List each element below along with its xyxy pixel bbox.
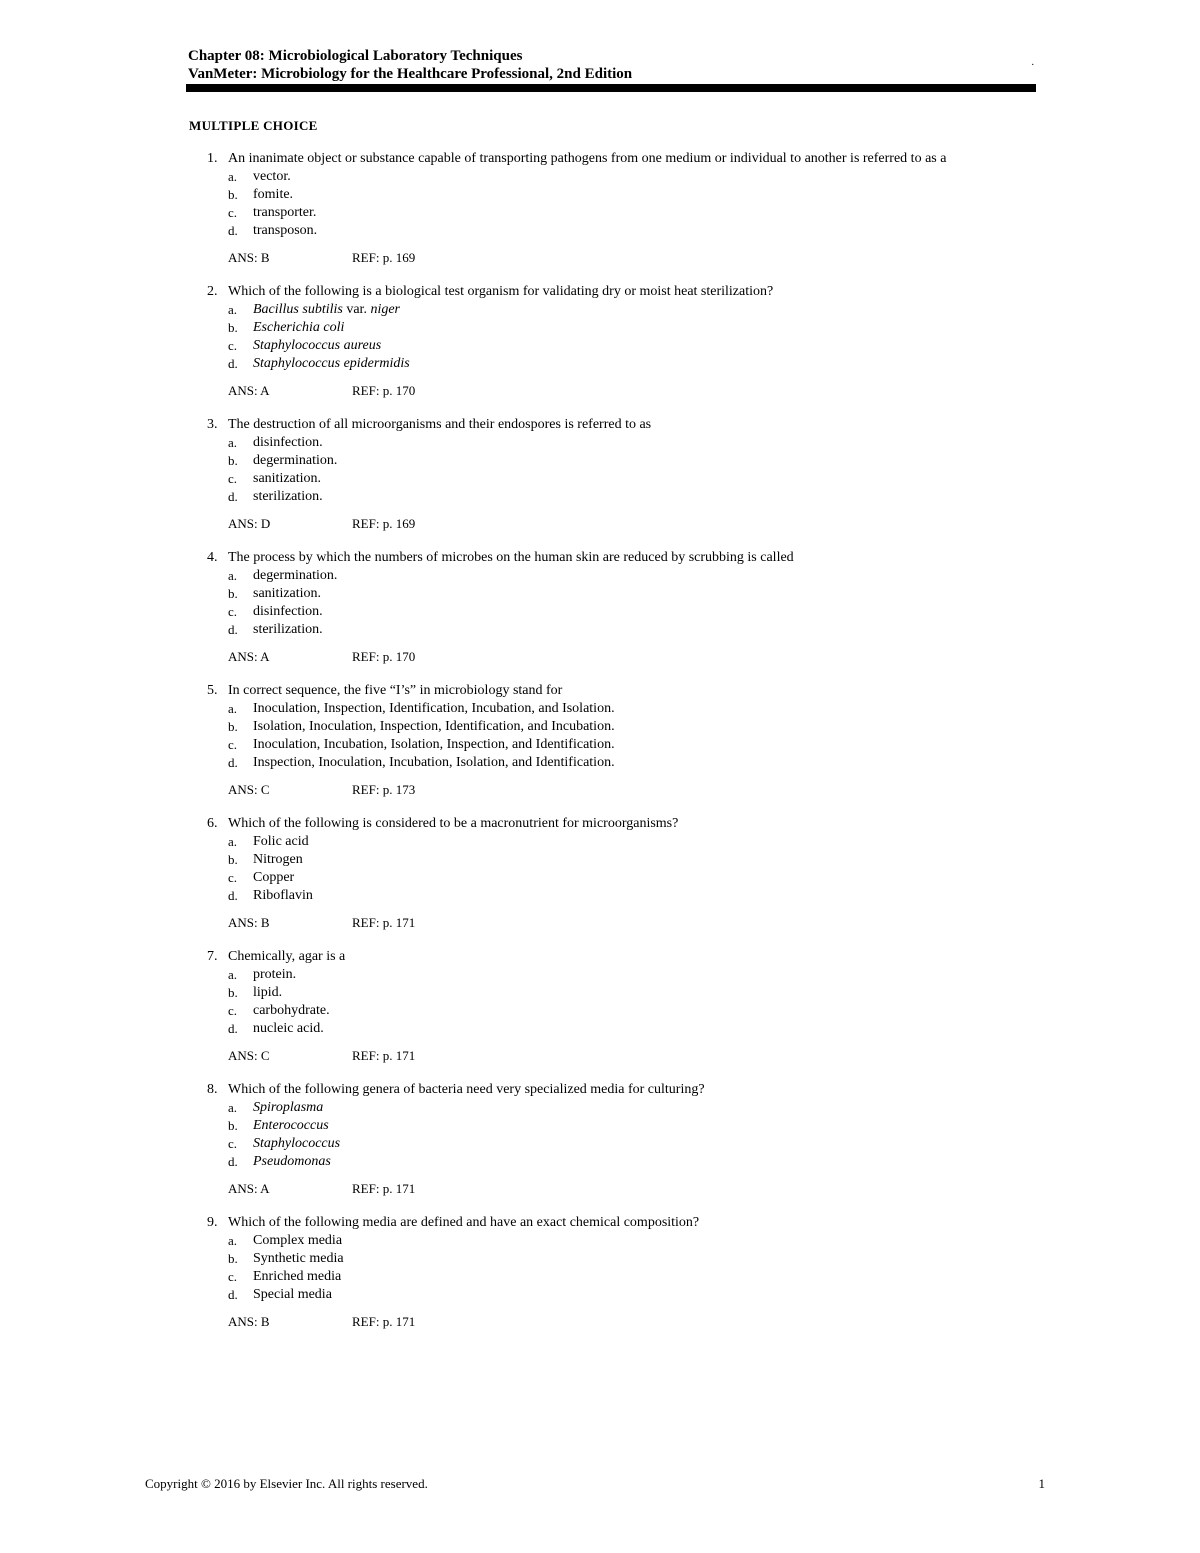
choice-a xyxy=(228,301,1040,319)
choice-letter: a. xyxy=(228,1233,238,1248)
reference: REF: p. 171 xyxy=(352,1048,416,1063)
choice-text: Staphylococcus epidermidis xyxy=(253,356,410,371)
choice-d xyxy=(228,1286,1040,1304)
choice-text: Staphylococcus aureus xyxy=(253,338,382,353)
page-number: 1 xyxy=(1038,1476,1045,1491)
reference: REF: p. 170 xyxy=(352,649,416,664)
question-list xyxy=(200,150,1040,1347)
answer-row xyxy=(228,914,1040,932)
choice-letter: c. xyxy=(228,1269,238,1284)
choice-letter: d. xyxy=(228,755,238,770)
choice-c xyxy=(228,204,1040,222)
question-number: 1. xyxy=(207,151,218,166)
answer: ANS: A xyxy=(228,649,270,664)
reference: REF: p. 173 xyxy=(352,782,416,797)
choice-letter: d. xyxy=(228,489,238,504)
choice-a xyxy=(228,1099,1040,1117)
choice-text: fomite. xyxy=(253,187,294,202)
question-6 xyxy=(200,815,1040,932)
choice-c xyxy=(228,1268,1040,1286)
choice-letter: b. xyxy=(228,187,238,202)
choice-letter: a. xyxy=(228,435,238,450)
answer-row xyxy=(228,382,1040,400)
choice-c xyxy=(228,869,1040,887)
reference: REF: p. 171 xyxy=(352,1314,416,1329)
question-stem: The process by which the numbers of microbes on the human skin are reduced by scrubbing is called xyxy=(228,550,794,565)
choice-text: Isolation, Inoculation, Inspection, Identification, and Incubation. xyxy=(253,719,615,734)
choice-d xyxy=(228,355,1040,373)
choice-letter: c. xyxy=(228,1136,238,1151)
choice-letter: a. xyxy=(228,967,238,982)
question-9 xyxy=(200,1214,1040,1331)
question-number: 7. xyxy=(207,949,218,964)
choice-text: Nitrogen xyxy=(253,852,303,867)
choice-text: degermination. xyxy=(253,453,338,468)
reference: REF: p. 169 xyxy=(352,250,416,265)
choice-letter: a. xyxy=(228,568,238,583)
answer: ANS: B xyxy=(228,915,270,930)
choice-letter: a. xyxy=(228,834,238,849)
question-stem: The destruction of all microorganisms and their endospores is referred to as xyxy=(228,417,652,432)
choice-c xyxy=(228,337,1040,355)
answer-row xyxy=(228,648,1040,666)
choice-b xyxy=(228,984,1040,1002)
chapter-title: Chapter 08: Microbiological Laboratory Techniques xyxy=(188,48,523,64)
choice-text: Spiroplasma xyxy=(253,1100,324,1115)
copyright-notice: Copyright © 2016 by Elsevier Inc. All rights reserved. xyxy=(145,1476,428,1491)
choice-text: Enterococcus xyxy=(253,1118,329,1133)
answer: ANS: C xyxy=(228,1048,270,1063)
reference: REF: p. 171 xyxy=(352,1181,416,1196)
choice-letter: c. xyxy=(228,870,238,885)
choice-letter: c. xyxy=(228,471,238,486)
choice-text-suffix: var. xyxy=(342,302,371,317)
choice-text: lipid. xyxy=(253,985,283,1000)
choice-a xyxy=(228,168,1040,186)
answer: ANS: A xyxy=(228,383,270,398)
choice-text-suffix-italic: niger xyxy=(370,302,401,317)
choice-a xyxy=(228,700,1040,718)
choice-text: Copper xyxy=(253,870,295,885)
choice-b xyxy=(228,1117,1040,1135)
choice-d xyxy=(228,222,1040,240)
reference: REF: p. 170 xyxy=(352,383,416,398)
choice-letter: c. xyxy=(228,1003,238,1018)
choice-letter: a. xyxy=(228,302,238,317)
answer: ANS: A xyxy=(228,1181,270,1196)
answer-row xyxy=(228,1313,1040,1331)
choice-list xyxy=(228,168,1040,240)
choice-text: Inoculation, Inspection, Identification, Incubation, and Isolation. xyxy=(253,701,615,716)
question-number: 2. xyxy=(207,284,218,299)
choice-letter: c. xyxy=(228,604,238,619)
choice-letter: c. xyxy=(228,737,238,752)
choice-text: degermination. xyxy=(253,568,338,583)
choice-letter: b. xyxy=(228,719,238,734)
choice-text: carbohydrate. xyxy=(253,1003,330,1018)
choice-text: Inoculation, Incubation, Isolation, Inspection, and Identification. xyxy=(253,737,615,752)
choice-text: vector. xyxy=(253,169,291,184)
choice-b xyxy=(228,718,1040,736)
question-3 xyxy=(200,416,1040,533)
answer-row xyxy=(228,781,1040,799)
choice-letter: d. xyxy=(228,622,238,637)
choice-letter: b. xyxy=(228,1118,238,1133)
choice-text: Folic acid xyxy=(253,834,309,849)
choice-letter: b. xyxy=(228,320,238,335)
question-stem: Which of the following is considered to be a macronutrient for microorganisms? xyxy=(228,816,679,831)
choice-list xyxy=(228,301,1040,373)
answer: ANS: B xyxy=(228,250,270,265)
choice-letter: c. xyxy=(228,338,238,353)
choice-letter: d. xyxy=(228,888,238,903)
choice-letter: b. xyxy=(228,852,238,867)
answer-row xyxy=(228,1047,1040,1065)
choice-text: Bacillus subtilis xyxy=(253,302,343,317)
choice-d xyxy=(228,621,1040,639)
book-title: VanMeter: Microbiology for the Healthcare Professional, 2nd Edition xyxy=(188,66,633,82)
choice-text: Staphylococcus xyxy=(253,1136,341,1151)
question-5 xyxy=(200,682,1040,799)
choice-text: sterilization. xyxy=(253,622,323,637)
choice-text: transporter. xyxy=(253,205,317,220)
choice-letter: d. xyxy=(228,223,238,238)
choice-b xyxy=(228,186,1040,204)
choice-text: Synthetic media xyxy=(253,1251,344,1266)
choice-text: disinfection. xyxy=(253,435,323,450)
answer-row xyxy=(228,249,1040,267)
header-dot: . xyxy=(1031,57,1034,68)
choice-b xyxy=(228,851,1040,869)
choice-b xyxy=(228,585,1040,603)
question-stem: Chemically, agar is a xyxy=(228,949,346,964)
header-rule xyxy=(186,84,1036,92)
choice-b xyxy=(228,319,1040,337)
choice-a xyxy=(228,434,1040,452)
choice-text: Inspection, Inoculation, Incubation, Isolation, and Identification. xyxy=(253,755,615,770)
choice-text: transposon. xyxy=(253,223,318,238)
choice-list xyxy=(228,833,1040,905)
choice-letter: d. xyxy=(228,1154,238,1169)
choice-list xyxy=(228,1099,1040,1171)
reference: REF: p. 171 xyxy=(352,915,416,930)
choice-a xyxy=(228,966,1040,984)
choice-letter: a. xyxy=(228,169,238,184)
choice-letter: a. xyxy=(228,1100,238,1115)
question-number: 3. xyxy=(207,417,218,432)
choice-c xyxy=(228,470,1040,488)
choice-text: sanitization. xyxy=(253,586,322,601)
question-1 xyxy=(200,150,1040,267)
choice-text: nucleic acid. xyxy=(253,1021,324,1036)
choice-text: Escherichia coli xyxy=(253,320,345,335)
choice-d xyxy=(228,1153,1040,1171)
question-number: 4. xyxy=(207,550,218,565)
choice-b xyxy=(228,1250,1040,1268)
question-4 xyxy=(200,549,1040,666)
question-stem: Which of the following is a biological test organism for validating dry or moist heat sterilization? xyxy=(228,284,774,299)
choice-text: Pseudomonas xyxy=(253,1154,331,1169)
choice-c xyxy=(228,1002,1040,1020)
question-stem: In correct sequence, the five “I’s” in microbiology stand for xyxy=(228,683,563,698)
answer: ANS: B xyxy=(228,1314,270,1329)
choice-list xyxy=(228,567,1040,639)
choice-text: Enriched media xyxy=(253,1269,342,1284)
page-header xyxy=(188,47,1036,83)
choice-text: Special media xyxy=(253,1287,332,1302)
choice-b xyxy=(228,452,1040,470)
choice-text: sterilization. xyxy=(253,489,323,504)
answer-row xyxy=(228,515,1040,533)
choice-text: Riboflavin xyxy=(253,888,313,903)
question-stem: Which of the following genera of bacteria need very specialized media for culturing? xyxy=(228,1082,705,1097)
answer-row xyxy=(228,1180,1040,1198)
answer: ANS: C xyxy=(228,782,270,797)
choice-text: sanitization. xyxy=(253,471,322,486)
choice-letter: c. xyxy=(228,205,238,220)
choice-a xyxy=(228,567,1040,585)
choice-list xyxy=(228,966,1040,1038)
choice-text: protein. xyxy=(253,967,297,982)
choice-list xyxy=(228,434,1040,506)
choice-text: Complex media xyxy=(253,1233,343,1248)
choice-list xyxy=(228,700,1040,772)
choice-letter: b. xyxy=(228,586,238,601)
choice-list xyxy=(228,1232,1040,1304)
answer: ANS: D xyxy=(228,516,271,531)
section-title: MULTIPLE CHOICE xyxy=(189,118,318,133)
choice-d xyxy=(228,754,1040,772)
choice-a xyxy=(228,833,1040,851)
choice-letter: d. xyxy=(228,1021,238,1036)
choice-c xyxy=(228,736,1040,754)
choice-letter: b. xyxy=(228,453,238,468)
choice-a xyxy=(228,1232,1040,1250)
choice-d xyxy=(228,488,1040,506)
question-number: 9. xyxy=(207,1215,218,1230)
choice-letter: a. xyxy=(228,701,238,716)
question-7 xyxy=(200,948,1040,1065)
choice-letter: b. xyxy=(228,1251,238,1266)
question-stem: Which of the following media are defined and have an exact chemical composition? xyxy=(228,1215,700,1230)
choice-c xyxy=(228,603,1040,621)
choice-letter: d. xyxy=(228,1287,238,1302)
choice-letter: b. xyxy=(228,985,238,1000)
question-number: 6. xyxy=(207,816,218,831)
question-number: 8. xyxy=(207,1082,218,1097)
choice-c xyxy=(228,1135,1040,1153)
choice-text: disinfection. xyxy=(253,604,323,619)
question-8 xyxy=(200,1081,1040,1198)
choice-d xyxy=(228,1020,1040,1038)
choice-letter: d. xyxy=(228,356,238,371)
question-2 xyxy=(200,283,1040,400)
choice-d xyxy=(228,887,1040,905)
reference: REF: p. 169 xyxy=(352,516,416,531)
question-number: 5. xyxy=(207,683,218,698)
question-stem: An inanimate object or substance capable of transporting pathogens from one medium or individual to another is referred to as a xyxy=(228,151,947,166)
